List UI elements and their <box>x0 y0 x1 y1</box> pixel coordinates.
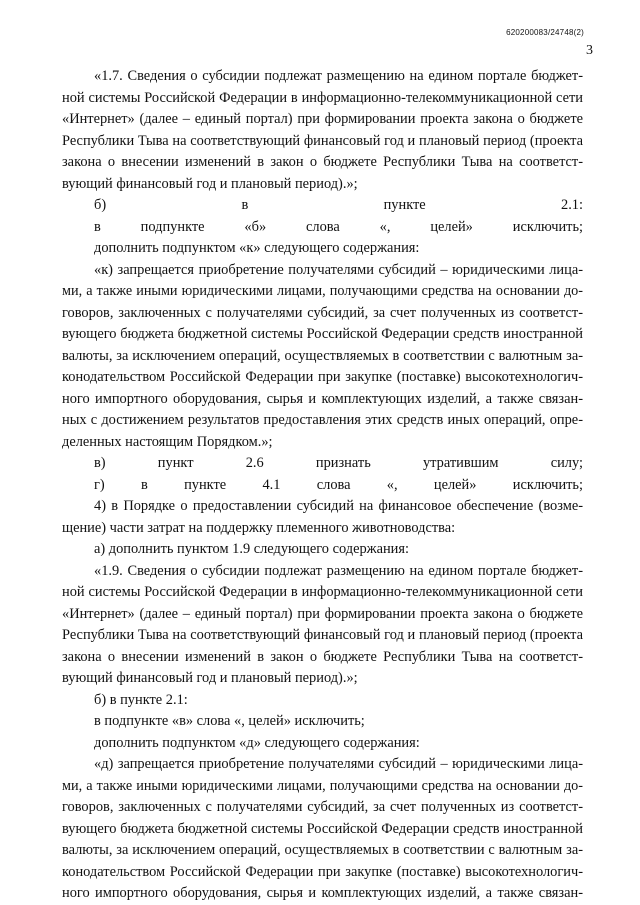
text-line: вующий финансовый год и плановый период).»; <box>62 670 358 686</box>
text-line: закона о внесении изменений в закон о бюджете Республики Тыва на соответст- <box>62 154 583 170</box>
text-line: деленных настоящим Порядком.»; <box>62 433 273 450</box>
text-line: б) в пункте 2.1: <box>94 691 188 708</box>
text-line: валюты, за исключением операций, осуществляемых в соответствии с валютным за- <box>62 842 583 858</box>
text-line: ной системы Российской Федерации в информационно-телекоммуникационной сети <box>62 89 583 106</box>
text-line: «д) запрещается приобретение получателями субсидий – юридическими лица- <box>94 756 583 772</box>
text-line: вующего бюджета бюджетной системы Российской Федерации средств иностранной <box>62 820 583 837</box>
text-line: вующего бюджета бюджетной системы Российской Федерации средств иностранной <box>62 326 583 342</box>
text-line: Республики Тыва на соответствующий финансовый год и плановый период (проекта <box>62 132 583 149</box>
text-line: б) в пункте 2.1: <box>94 197 583 213</box>
text-line: закона о внесении изменений в закон о бюджете Республики Тыва на соответст- <box>62 648 583 665</box>
text-line: вующий финансовый год и плановый период).»; <box>62 175 358 192</box>
text-line: ми, а также иными юридическими лицами, получающими средства на основании до- <box>62 777 583 794</box>
text-line: ного импортного оборудования, сырья и комплектующих изделий, а также связан- <box>62 390 583 407</box>
document-id: 620200083/24748(2) <box>506 28 584 37</box>
text-line: дополнить подпунктом «к» следующего содержания: <box>94 240 420 256</box>
text-line: ного импортного оборудования, сырья и комплектующих изделий, а также связан- <box>62 885 583 901</box>
page-number: 3 <box>586 43 593 58</box>
text-line: «Интернет» (далее – единый портал) при формировании проекта закона о бюджете <box>62 111 583 127</box>
text-line: ных с достижением результатов предоставления этих средств иных операций, опре- <box>62 412 583 428</box>
document-body <box>62 66 583 905</box>
text-line: Республики Тыва на соответствующий финансовый год и плановый период (проекта <box>62 627 583 643</box>
text-line: в подпункте «в» слова «, целей» исключить; <box>94 713 365 729</box>
text-line: конодательством Российской Федерации при закупке (поставке) высокотехнологич- <box>62 863 583 880</box>
text-line: ми, а также иными юридическими лицами, получающими средства на основании до- <box>62 283 583 299</box>
text-line: «Интернет» (далее – единый портал) при формировании проекта закона о бюджете <box>62 605 583 622</box>
text-line: щение) части затрат на поддержку племенного животноводства: <box>62 519 456 536</box>
text-line: 4) в Порядке о предоставлении субсидий на финансовое обеспечение (возме- <box>94 498 583 514</box>
text-line: г) в пункте 4.1 слова «, целей» исключить; <box>94 476 583 493</box>
text-line: а) дополнить пунктом 1.9 следующего содержания: <box>94 541 410 557</box>
text-line: говоров, заключенных с получателями субсидий, за счет полученных из соответст- <box>62 799 583 815</box>
text-line: в подпункте «б» слова «, целей» исключить; <box>94 218 583 235</box>
text-line: в) пункт 2.6 признать утратившим силу; <box>94 455 583 471</box>
text-line: валюты, за исключением операций, осуществляемых в соответствии с валютным за- <box>62 347 583 364</box>
text-line: конодательством Российской Федерации при закупке (поставке) высокотехнологич- <box>62 369 583 385</box>
text-line: «к) запрещается приобретение получателями субсидий – юридическими лица- <box>94 261 583 278</box>
text-line: ной системы Российской Федерации в информационно-телекоммуникационной сети <box>62 584 583 600</box>
text-line: «1.7. Сведения о субсидии подлежат размещению на едином портале бюджет- <box>94 68 583 84</box>
text-line: дополнить подпунктом «д» следующего содержания: <box>94 734 420 751</box>
text-line: говоров, заключенных с получателями субсидий, за счет полученных из соответст- <box>62 304 583 321</box>
text-line: «1.9. Сведения о субсидии подлежат размещению на едином портале бюджет- <box>94 562 583 579</box>
